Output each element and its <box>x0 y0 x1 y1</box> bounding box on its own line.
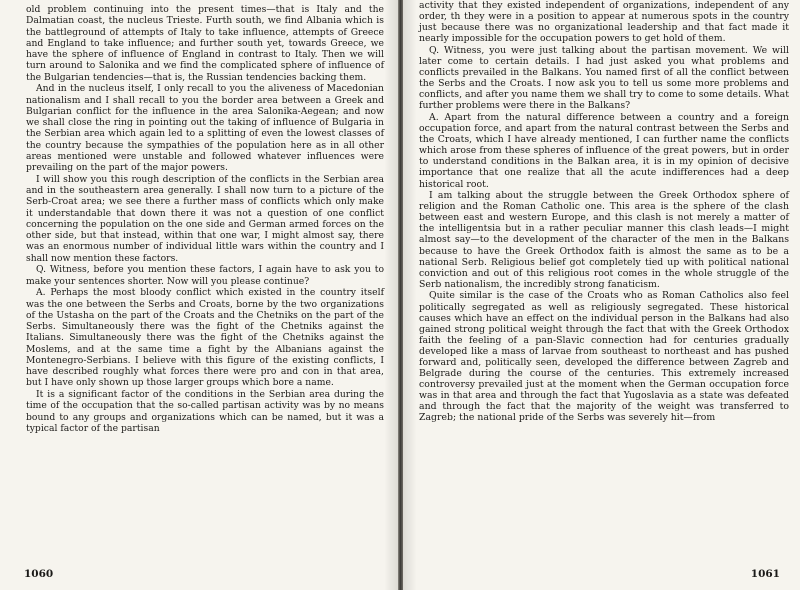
right-gutter-shadow <box>403 0 417 590</box>
left-paragraph-5: A. Perhaps the most bloody conflict which existed in the country itself was the one between the Serbs and Croats, borne by the two organizations of the Ustasha on the part of the Croats and the Chetniks on the part of the Serbs. Simultaneously there was the fight of the Chetniks against the Italians. Simultaneously there was the fight of the Chetniks against the Moslems, and at the same time a fight by the Albanians against the Montenegro-Serbians. I believe with this figure of the existing conflicts, I have described roughly what forces there were pro and con in that area, but I have only shown up those larger groups which bore a name. <box>26 287 384 389</box>
left-page <box>0 0 398 590</box>
right-paragraph-5: Quite similar is the case of the Croats who as Roman Catholics also feel politically segregated as well as religiously segregated. These historical causes which have an effect on the individual person in the Balkans had also gained strong political weight through the fact that with the Greek Orthodox faith the feeling of a pan-Slavic connection had for centuries gradually developed like a mass of larvae from southeast to northeast and has pushed forward and, politically seen, developed the difference between Zagreb and Belgrade during the course of the centuries. This extremely increased controversy prevailed just at the moment when the German occupation force was in that area and through the fact that Yugoslavia as a state was defeated and through the fact that the majority of the weight was transferred to Zagreb; the national pride of the Serbs was severely hit—from <box>419 290 789 424</box>
left-gutter-shadow <box>384 0 398 590</box>
right-paragraph-2: Q. Witness, you were just talking about the partisan movement. We will later come to certain details. I had just asked you what problems and conflicts prevailed in the Balkans. You named first of all the conflict between the Serbs and the Croats. I now ask you to tell us some more problems and conflicts, and after you name them we shall try to come to some details. What further problems were there in the Balkans? <box>419 44 789 112</box>
left-page-number: 1060 <box>24 568 54 580</box>
left-text-column <box>26 4 384 434</box>
right-paragraph-4: I am talking about the struggle between the Greek Orthodox sphere of religion and the Roman Catholic one. This area is the sphere of the clash between east and western Europe, and this clash is not merely a matter of the intelligentsia but in a rather peculiar manner this clash leads—I might almost say—to the development of the character of the men in the Balkans because to have the Greek Orthodox faith is almost the same as to be a national Serb. Religious belief got completely tied up with political national conviction and out of this religious root comes in the whole struggle of the Serb nationalism, the incredibly strong fanaticism. <box>419 190 789 290</box>
left-paragraph-1: old problem continuing into the present times—that is Italy and the Dalmatian coast, the nucleus Trieste. Furth south, we find Albania which is the battleground of attempts of Italy to take influence, attempts of Greece and England to take influence; and further south yet, towards Greece, we have the sphere of influence of England in contrast to Italy. Then we will turn around to Salonika and we find the complicated sphere of influence of the Bulgarian tendencies—that is, the Russian tendencies backing them. <box>26 4 384 83</box>
left-paragraph-4: Q. Witness, before you mention these factors, I again have to ask you to make your sentences shorter. Now will you please continue? <box>26 264 384 287</box>
right-paragraph-1: activity that they existed independent of organizations, independent of any order, th they were in a position to appear at numerous spots in the country just because there was no organizational leadership and that fact made it nearly impossible for the occupation powers to get hold of them. <box>419 0 789 45</box>
left-paragraph-2: And in the nucleus itself, I only recall to you the aliveness of Macedonian nationalism and I shall recall to you the border area between a Greek and Bulgarian conflict for the influence in the area Salonika-Aegean; and now we shall close the ring in pointing out the taking of influence of Bulgaria in the Serbian area which again led to a splitting of even the lowest classes of the country because the sympathies of the population here as in all other areas mentioned were unstable and followed whatever influences were prevailing on the part of the major powers. <box>26 83 384 173</box>
right-text-column <box>419 0 789 424</box>
left-paragraph-6: It is a significant factor of the conditions in the Serbian area during the time of the occupation that the so-called partisan activity was by no means bound to any groups and organizations which can be named, but it was a typical factor of the partisan <box>26 389 384 434</box>
left-paragraph-3: I will show you this rough description of the conflicts in the Serbian area and in the southeastern area generally. I shall now turn to a picture of the Serb-Croat area; we see there a further mass of conflicts which only make it understandable that down there it was not a question of one conflict concerning the population on the one side and German armed forces on the other side, but that instead, within that one war, I might almost say, there was an enormous number of individual little wars within the country and I shall now mention these factors. <box>26 173 384 264</box>
right-page-number: 1061 <box>750 568 780 580</box>
right-paragraph-3: A. Apart from the natural difference between a country and a foreign occupation force, and apart from the natural contrast between the Serbs and the Croats, which I have already mentioned, I can further name the conflicts which arose from these spheres of influence of the great powers, but in order to understand conditions in the Balkan area, it is in my opinion of decisive importance that one realize that all the acute indifferences had a deep historical root. <box>419 111 789 190</box>
right-page <box>403 0 800 590</box>
